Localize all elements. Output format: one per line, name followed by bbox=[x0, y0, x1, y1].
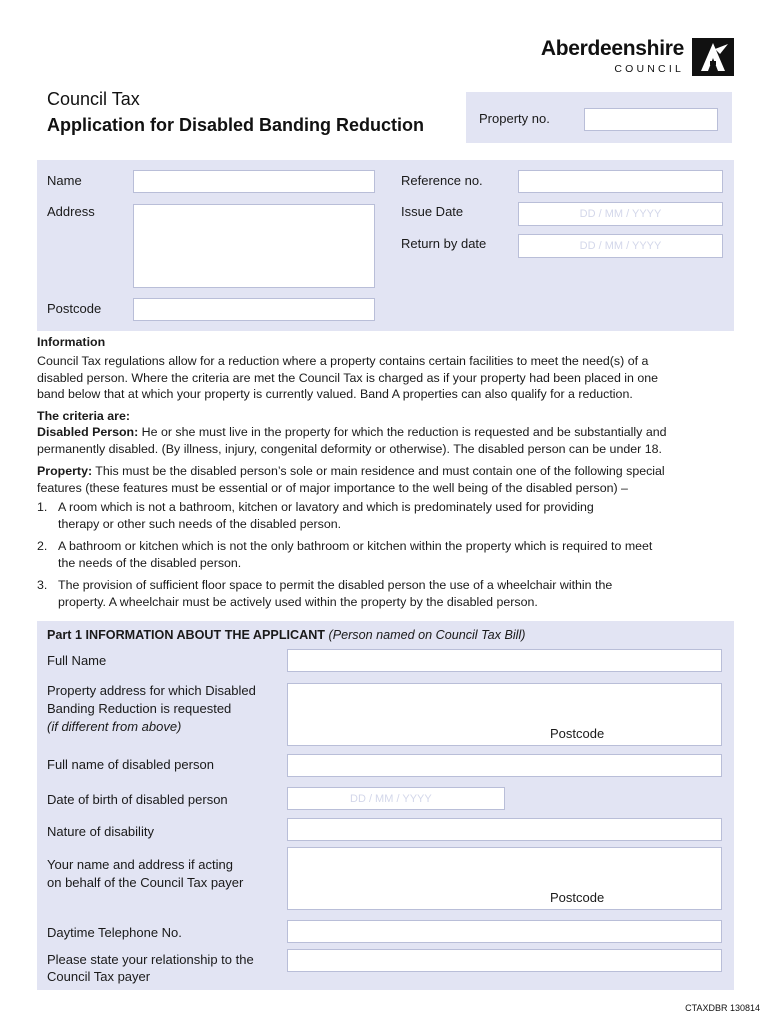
list-item: 3. The provision of sufficient floor space to permit the disabled person the use of a wheelchair within the property. A wheelchair must be actively used within the property by the disabled person. bbox=[37, 578, 613, 609]
issue-date-label: Issue Date bbox=[401, 204, 464, 219]
logo-wordmark: Aberdeenshire bbox=[540, 37, 684, 60]
behalf-field[interactable] bbox=[287, 847, 722, 910]
property-no-field[interactable] bbox=[584, 108, 718, 131]
page-subtitle: Application for Disabled Banding Reduction bbox=[47, 115, 425, 135]
phone-field[interactable] bbox=[287, 920, 722, 943]
property-address-label: Property address for which Disabled Banding Reduction is requested (if different from above) bbox=[47, 683, 256, 734]
full-name-label: Full Name bbox=[47, 653, 107, 668]
address-field[interactable] bbox=[133, 204, 375, 288]
part1-heading: Part 1 INFORMATION ABOUT THE APPLICANT (Person named on Council Tax Bill) bbox=[47, 628, 526, 642]
form-code: CTAXDBR 130814 bbox=[685, 1003, 760, 1013]
dob-label: Date of birth of disabled person bbox=[47, 792, 228, 807]
property-postcode-label: Postcode bbox=[550, 726, 605, 741]
reference-field[interactable] bbox=[518, 170, 723, 193]
logo-council: COUNCIL bbox=[614, 63, 684, 75]
full-name-field[interactable] bbox=[287, 649, 722, 672]
nature-field[interactable] bbox=[287, 818, 722, 841]
behalf-label: Your name and address if acting on behalf of the Council Tax payer bbox=[47, 857, 244, 890]
disabled-name-label: Full name of disabled person bbox=[47, 757, 214, 772]
information-paragraph: Council Tax regulations allow for a reduction where a property contains certain facilities to meet the need(s) of a disabled person. Where the criteria are met the Council Tax is charged as if your property had been placed in one band below that at which your property is currently valued. Band A properties can also qualify for a reduction. bbox=[37, 354, 659, 401]
name-label: Name bbox=[47, 173, 82, 188]
return-date-field[interactable]: DD / MM / YYYY bbox=[518, 234, 723, 258]
aberdeenshire-logo-icon bbox=[692, 38, 734, 76]
disabled-name-field[interactable] bbox=[287, 754, 722, 777]
property-no-label: Property no. bbox=[479, 111, 550, 126]
issue-date-field[interactable]: DD / MM / YYYY bbox=[518, 202, 723, 226]
dob-field[interactable]: DD / MM / YYYY bbox=[287, 787, 505, 810]
disabled-person-criteria: Disabled Person: He or she must live in the property for which the reduction is requested and be substantially and permanently disabled. (By illness, injury, congenital deformity or otherwise). The disabled person can be under 18. bbox=[37, 425, 667, 456]
information-heading: Information bbox=[37, 335, 106, 349]
relationship-field[interactable] bbox=[287, 949, 722, 972]
property-criteria: Property: This must be the disabled person’s sole or main residence and must contain one of the following special features (these features must be essential or of major importance to the well being of the disabled person) – bbox=[37, 464, 665, 495]
reference-label: Reference no. bbox=[401, 173, 483, 188]
page-title: Council Tax bbox=[47, 89, 140, 109]
name-field[interactable] bbox=[133, 170, 375, 193]
phone-label: Daytime Telephone No. bbox=[47, 925, 182, 940]
criteria-heading: The criteria are: bbox=[37, 409, 130, 423]
nature-label: Nature of disability bbox=[47, 824, 154, 839]
relationship-label: Please state your relationship to the Council Tax payer bbox=[47, 952, 254, 984]
return-date-label: Return by date bbox=[401, 236, 487, 251]
address-label: Address bbox=[47, 204, 95, 219]
postcode-label: Postcode bbox=[47, 301, 102, 316]
list-item: 1. A room which is not a bathroom, kitchen or lavatory and which is predominately used for providing therapy or other such needs of the disabled person. bbox=[37, 500, 594, 531]
postcode-field[interactable] bbox=[133, 298, 375, 321]
list-item: 2. A bathroom or kitchen which is not the only bathroom or kitchen within the property which is required to meet the needs of the disabled person. bbox=[37, 539, 653, 570]
behalf-postcode-label: Postcode bbox=[550, 890, 605, 905]
property-address-field[interactable] bbox=[287, 683, 722, 746]
